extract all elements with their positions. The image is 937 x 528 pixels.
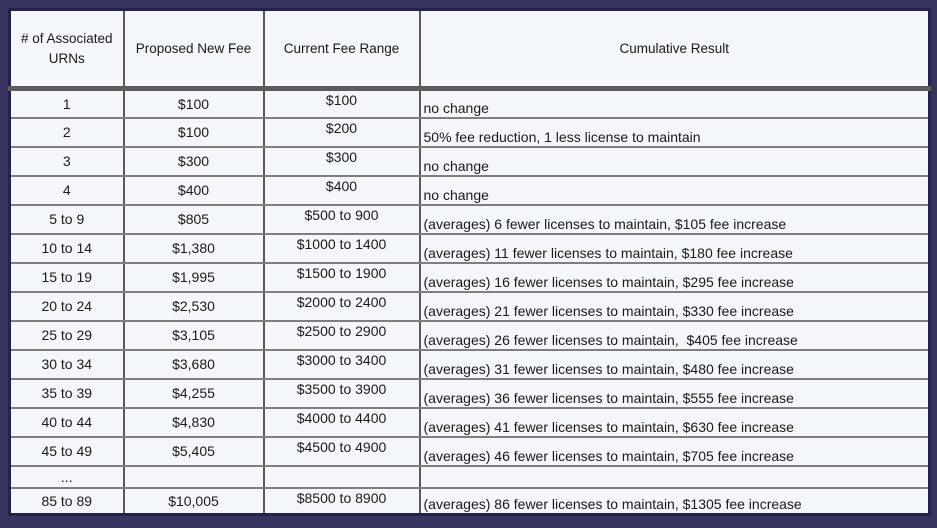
urn-count-cell: 25 to 29 (10, 321, 124, 350)
table-row (10, 350, 930, 379)
proposed-fee-cell: $4,255 (124, 379, 264, 408)
proposed-fee-cell: $4,830 (124, 408, 264, 437)
proposed-fee-cell: $100 (124, 89, 264, 118)
table-row (10, 118, 930, 147)
urn-count-cell: 45 to 49 (10, 437, 124, 466)
urn-count-cell: 3 (10, 147, 124, 176)
proposed-fee-cell: $1,995 (124, 263, 264, 292)
table-row (10, 488, 930, 515)
urn-count-cell: 2 (10, 118, 124, 147)
cumulative-result-cell: no change (420, 147, 930, 176)
table-header (10, 10, 930, 89)
current-fee-range-cell: $1500 to 1900 (264, 263, 420, 292)
cumulative-result-cell (420, 466, 930, 488)
urn-count-cell: 1 (10, 89, 124, 118)
table-row (10, 147, 930, 176)
proposed-fee-cell: $3,680 (124, 350, 264, 379)
table-row (10, 234, 930, 263)
header-current-fee-range: Current Fee Range (264, 10, 420, 89)
table-row (10, 437, 930, 466)
urn-count-cell: 4 (10, 176, 124, 205)
urn-count-cell: 35 to 39 (10, 379, 124, 408)
header-proposed-new-fee: Proposed New Fee (124, 10, 264, 89)
header-associated-urns: # of Associated URNs (10, 10, 124, 89)
urn-count-cell: 5 to 9 (10, 205, 124, 234)
current-fee-range-cell: $4000 to 4400 (264, 408, 420, 437)
cumulative-result-cell: (averages) 26 fewer licenses to maintain, $405 fee increase (420, 321, 930, 350)
urn-count-cell: 10 to 14 (10, 234, 124, 263)
proposed-fee-cell: $5,405 (124, 437, 264, 466)
proposed-fee-cell: $805 (124, 205, 264, 234)
proposed-fee-cell: $3,105 (124, 321, 264, 350)
urn-count-cell: 40 to 44 (10, 408, 124, 437)
cumulative-result-cell: (averages) 11 fewer licenses to maintain, $180 fee increase (420, 234, 930, 263)
table-row (10, 263, 930, 292)
table-row (10, 321, 930, 350)
current-fee-range-cell (264, 466, 420, 488)
current-fee-range-cell: $200 (264, 118, 420, 147)
header-row (10, 10, 930, 89)
cumulative-result-cell: no change (420, 89, 930, 118)
proposed-fee-cell: $10,005 (124, 488, 264, 515)
proposed-fee-cell: $1,380 (124, 234, 264, 263)
current-fee-range-cell: $4500 to 4900 (264, 437, 420, 466)
proposed-fee-cell: $100 (124, 118, 264, 147)
current-fee-range-cell: $500 to 900 (264, 205, 420, 234)
urn-count-cell: 85 to 89 (10, 488, 124, 515)
cumulative-result-cell: (averages) 31 fewer licenses to maintain, $480 fee increase (420, 350, 930, 379)
table-row (10, 89, 930, 118)
current-fee-range-cell: $100 (264, 89, 420, 118)
table-body (10, 89, 930, 515)
header-cumulative-result: Cumulative Result (420, 10, 930, 89)
table-row (10, 379, 930, 408)
cumulative-result-cell: 50% fee reduction, 1 less license to maintain (420, 118, 930, 147)
cumulative-result-cell: (averages) 6 fewer licenses to maintain, $105 fee increase (420, 205, 930, 234)
table-row (10, 408, 930, 437)
table-row (10, 205, 930, 234)
current-fee-range-cell: $8500 to 8900 (264, 488, 420, 515)
cumulative-result-cell: (averages) 46 fewer licenses to maintain, $705 fee increase (420, 437, 930, 466)
fee-comparison-table (8, 8, 931, 516)
cumulative-result-cell: no change (420, 176, 930, 205)
current-fee-range-cell: $1000 to 1400 (264, 234, 420, 263)
table-row (10, 292, 930, 321)
urn-count-cell: ... (10, 466, 124, 488)
cumulative-result-cell: (averages) 16 fewer licenses to maintain, $295 fee increase (420, 263, 930, 292)
proposed-fee-cell: $400 (124, 176, 264, 205)
current-fee-range-cell: $2500 to 2900 (264, 321, 420, 350)
table-row (10, 176, 930, 205)
urn-count-cell: 15 to 19 (10, 263, 124, 292)
cumulative-result-cell: (averages) 21 fewer licenses to maintain, $330 fee increase (420, 292, 930, 321)
cumulative-result-cell: (averages) 86 fewer licenses to maintain, $1305 fee increase (420, 488, 930, 515)
proposed-fee-cell: $2,530 (124, 292, 264, 321)
proposed-fee-cell: $300 (124, 147, 264, 176)
table-row (10, 466, 930, 488)
current-fee-range-cell: $400 (264, 176, 420, 205)
current-fee-range-cell: $300 (264, 147, 420, 176)
current-fee-range-cell: $2000 to 2400 (264, 292, 420, 321)
cumulative-result-cell: (averages) 41 fewer licenses to maintain, $630 fee increase (420, 408, 930, 437)
current-fee-range-cell: $3000 to 3400 (264, 350, 420, 379)
proposed-fee-cell (124, 466, 264, 488)
current-fee-range-cell: $3500 to 3900 (264, 379, 420, 408)
cumulative-result-cell: (averages) 36 fewer licenses to maintain, $555 fee increase (420, 379, 930, 408)
urn-count-cell: 20 to 24 (10, 292, 124, 321)
urn-count-cell: 30 to 34 (10, 350, 124, 379)
